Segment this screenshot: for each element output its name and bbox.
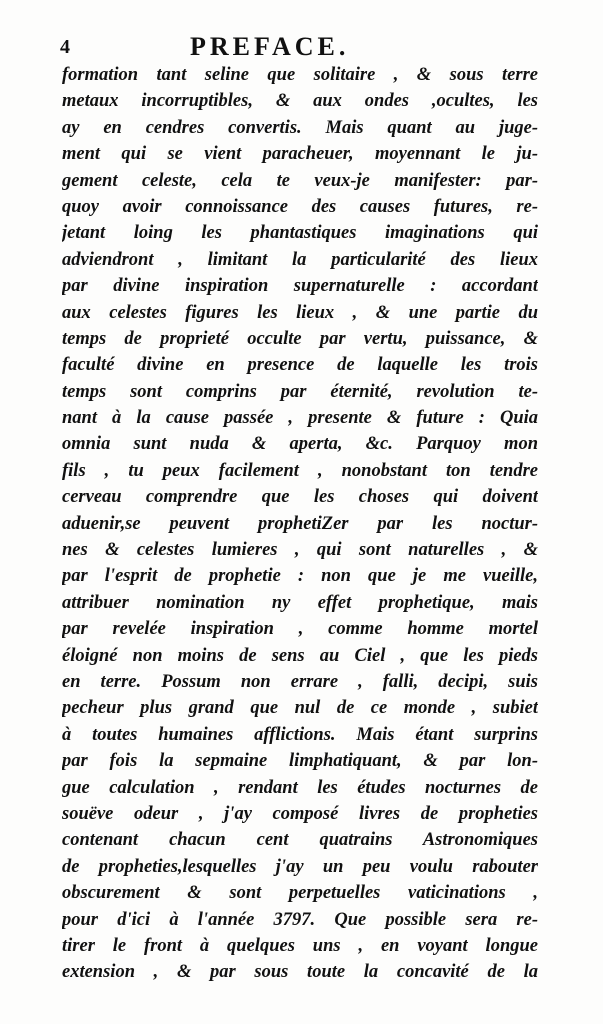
text-line: temps de proprieté occulte par vertu, puissance, &: [62, 328, 538, 349]
text-line: souëve odeur , j'ay composé livres de propheties: [62, 803, 538, 824]
text-line: faculté divine en presence de laquelle les trois: [62, 355, 538, 376]
page-number: 4: [60, 36, 70, 58]
text-line: éloigné non moins de sens au Ciel , que les pieds: [62, 645, 538, 666]
text-line: ay en cendres convertis. Mais quant au juge-: [62, 117, 538, 138]
text-line: omnia sunt nuda & aperta, &c. Parquoy mon: [62, 434, 538, 455]
text-line: ment qui se vient paracheuer, moyennant le ju-: [62, 144, 538, 165]
text-line: obscurement & sont perpetuelles vaticinations ,: [62, 883, 538, 904]
running-head-title: PREFACE.: [190, 32, 350, 61]
text-line: formation tant seline que solitaire , & sous terre: [62, 65, 538, 85]
text-line: tirer le front à quelques uns , en voyant longue: [62, 935, 538, 956]
text-line: jetant loing les phantastiques imaginations qui: [62, 223, 538, 244]
text-line: aux celestes figures les lieux , & une partie du: [62, 302, 538, 323]
text-line: aduenir,se peuvent prophetiZer par les noctur-: [62, 513, 538, 534]
text-line: gue calculation , rendant les études nocturnes de: [62, 777, 538, 798]
text-line: nant à la cause passée , presente & future : Quia: [62, 408, 538, 429]
text-line: temps sont comprins par éternité, revolution te-: [62, 381, 538, 402]
text-line: adviendront , limitant la particularité des lieux: [62, 249, 538, 270]
text-line: par fois la sepmaine limphatiquant, & par lon-: [62, 751, 538, 772]
text-line: extension , & par sous toute la concavité de la: [62, 962, 538, 983]
text-line: cerveau comprendre que les choses qui doivent: [62, 487, 538, 508]
text-line: fils , tu peux facilement , nonobstant ton tendre: [62, 460, 538, 481]
text-line: à toutes humaines afflictions. Mais étant surprins: [62, 724, 538, 745]
text-line: pour d'ici à l'année 3797. Que possible sera re-: [62, 909, 538, 930]
text-line: quoy avoir connoissance des causes futures, re-: [62, 196, 538, 217]
body-text: [62, 62, 538, 986]
text-line: metaux incorruptibles, & aux ondes ,ocultes, les: [62, 91, 538, 112]
text-line: nes & celestes lumieres , qui sont naturelles , &: [62, 540, 538, 561]
text-line: contenant chacun cent quatrains Astronomiques: [62, 830, 538, 851]
text-line: par revelée inspiration , comme homme mortel: [62, 619, 538, 640]
text-line: par divine inspiration supernaturelle : accordant: [62, 276, 538, 297]
page-header: [60, 32, 540, 62]
text-line: gement celeste, cela te veux-je manifester: par-: [62, 170, 538, 191]
text-line: pecheur plus grand que nul de ce monde , subiet: [62, 698, 538, 719]
text-line: par l'esprit de prophetie : non que je me vueille,: [62, 566, 538, 587]
text-line: attribuer nomination ny effet prophetique, mais: [62, 592, 538, 613]
text-line: de propheties,lesquelles j'ay un peu voulu rabouter: [62, 856, 538, 877]
text-line: en terre. Possum non errare , falli, decipi, suis: [62, 671, 538, 692]
